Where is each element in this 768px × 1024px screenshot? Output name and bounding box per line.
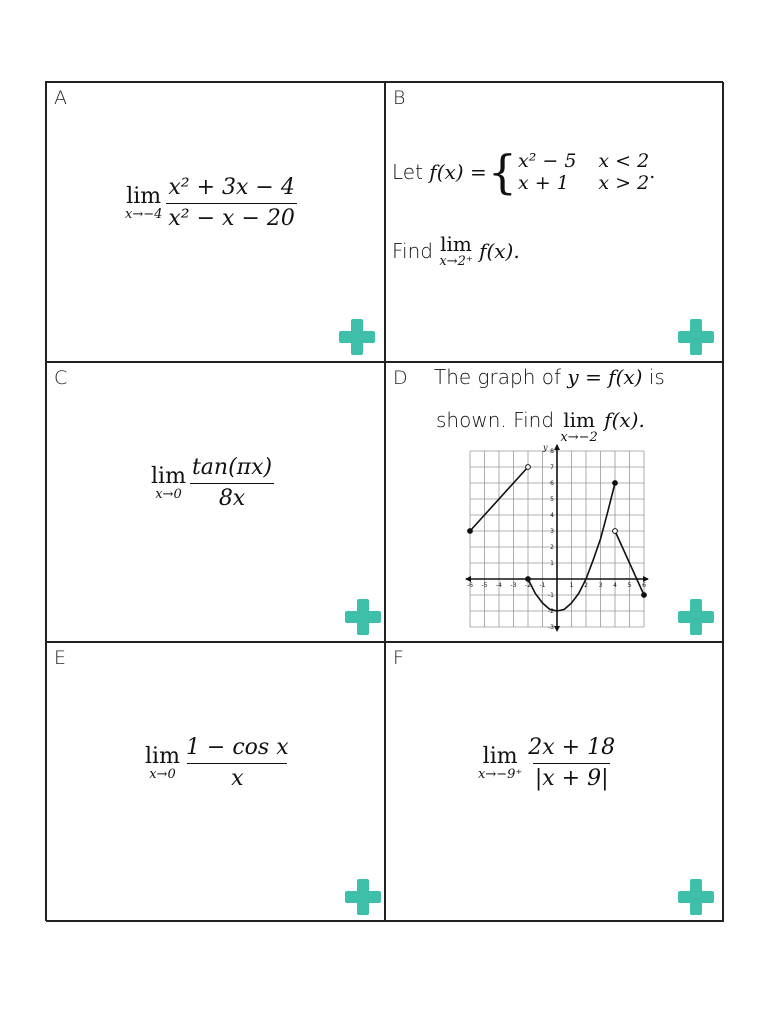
denominator: 8x [190, 483, 274, 512]
x-tick-label: 6 [642, 582, 646, 589]
plus-icon[interactable] [678, 879, 714, 915]
closed-endpoint [468, 529, 473, 534]
cell-letter: A [54, 87, 67, 109]
plus-icon[interactable] [678, 319, 714, 355]
limit-expression [145, 735, 291, 792]
cell-d [385, 362, 724, 642]
limit-operator: lim x→2⁺ [439, 232, 473, 269]
y-tick-label: 4 [550, 512, 554, 519]
brace: { [487, 145, 517, 199]
limit-expression [151, 455, 274, 512]
numerator: tan(πx) [191, 455, 273, 480]
numerator: 1 − cos x [185, 735, 289, 760]
denominator: x² − x − 20 [166, 203, 296, 232]
y-tick-label: 5 [550, 496, 554, 503]
x-tick-label: 2 [584, 582, 588, 589]
x-tick-label: 4 [613, 582, 617, 589]
numerator: x² + 3x − 4 [168, 175, 295, 200]
cell-e [46, 642, 385, 922]
plus-icon[interactable] [339, 319, 375, 355]
y-axis-arrow-down [554, 626, 560, 632]
closed-endpoint [642, 593, 647, 598]
limit-operator: lim x→0 [151, 463, 186, 502]
limit-expression [478, 735, 617, 792]
y-axis-arrow-up [554, 444, 560, 450]
limit-operator: lim x→−4 [125, 183, 163, 222]
cell-letter: D [393, 367, 408, 389]
limit-operator: lim x→−9⁺ [478, 743, 523, 782]
denominator: x [187, 763, 287, 792]
fraction [166, 175, 296, 232]
fraction [526, 735, 617, 792]
y-tick-label: 3 [550, 528, 554, 535]
open-endpoint [526, 465, 531, 470]
fraction [190, 455, 274, 512]
x-tick-label: -6 [467, 582, 473, 589]
x-tick-label: -3 [510, 582, 517, 589]
y-tick-label: 1 [550, 560, 554, 567]
cell-a [46, 82, 385, 362]
y-tick-label: -2 [548, 608, 554, 615]
cell-f [385, 642, 724, 922]
limit-expression [125, 175, 297, 232]
denominator: |x + 9| [533, 763, 611, 792]
fraction [184, 735, 291, 792]
open-endpoint [613, 529, 618, 534]
graph-prompt-line1: The graph of y = f(x) is [434, 365, 665, 389]
y-tick-label: 6 [550, 480, 554, 487]
plus-icon[interactable] [345, 599, 381, 635]
cases: x² − 5 x < 2 x + 1 x > 2 [517, 150, 650, 194]
x-tick-label: -4 [496, 582, 502, 589]
x-tick-label: -1 [539, 582, 546, 589]
y-axis-label: y [543, 443, 548, 452]
y-tick-label: 8 [550, 448, 554, 455]
find-limit-text: Find lim x→2⁺ f(x). [392, 232, 520, 269]
x-tick-label: -5 [481, 582, 488, 589]
cell-b [385, 82, 724, 362]
closed-endpoint [526, 577, 531, 582]
cell-c [46, 362, 385, 642]
numerator: 2x + 18 [528, 735, 616, 760]
y-tick-label: -1 [548, 592, 554, 599]
x-tick-label: 5 [627, 582, 632, 589]
x-tick-label: -2 [525, 582, 531, 589]
y-tick-label: 7 [550, 464, 554, 471]
x-tick-label: 1 [569, 582, 574, 589]
graph-prompt-line2: shown. Find lim x→−2 f(x). [436, 408, 645, 445]
function-graph [464, 441, 650, 633]
limit-operator: lim x→−2 [560, 408, 598, 445]
x-tick-label: 3 [598, 582, 603, 589]
cell-letter: B [393, 87, 406, 109]
y-tick-label: 2 [550, 544, 554, 551]
cell-letter: C [54, 367, 68, 389]
plus-icon[interactable] [345, 879, 381, 915]
cell-letter: F [393, 647, 404, 669]
plus-icon[interactable] [678, 599, 714, 635]
cell-letter: E [54, 647, 67, 669]
limit-operator: lim x→0 [145, 743, 180, 782]
problem-grid [45, 81, 723, 921]
piecewise-definition: Let f(x) = { x² − 5 x < 2 x + 1 x > 2 . [392, 145, 656, 199]
closed-endpoint [613, 481, 618, 486]
y-tick-label: -3 [548, 624, 554, 631]
